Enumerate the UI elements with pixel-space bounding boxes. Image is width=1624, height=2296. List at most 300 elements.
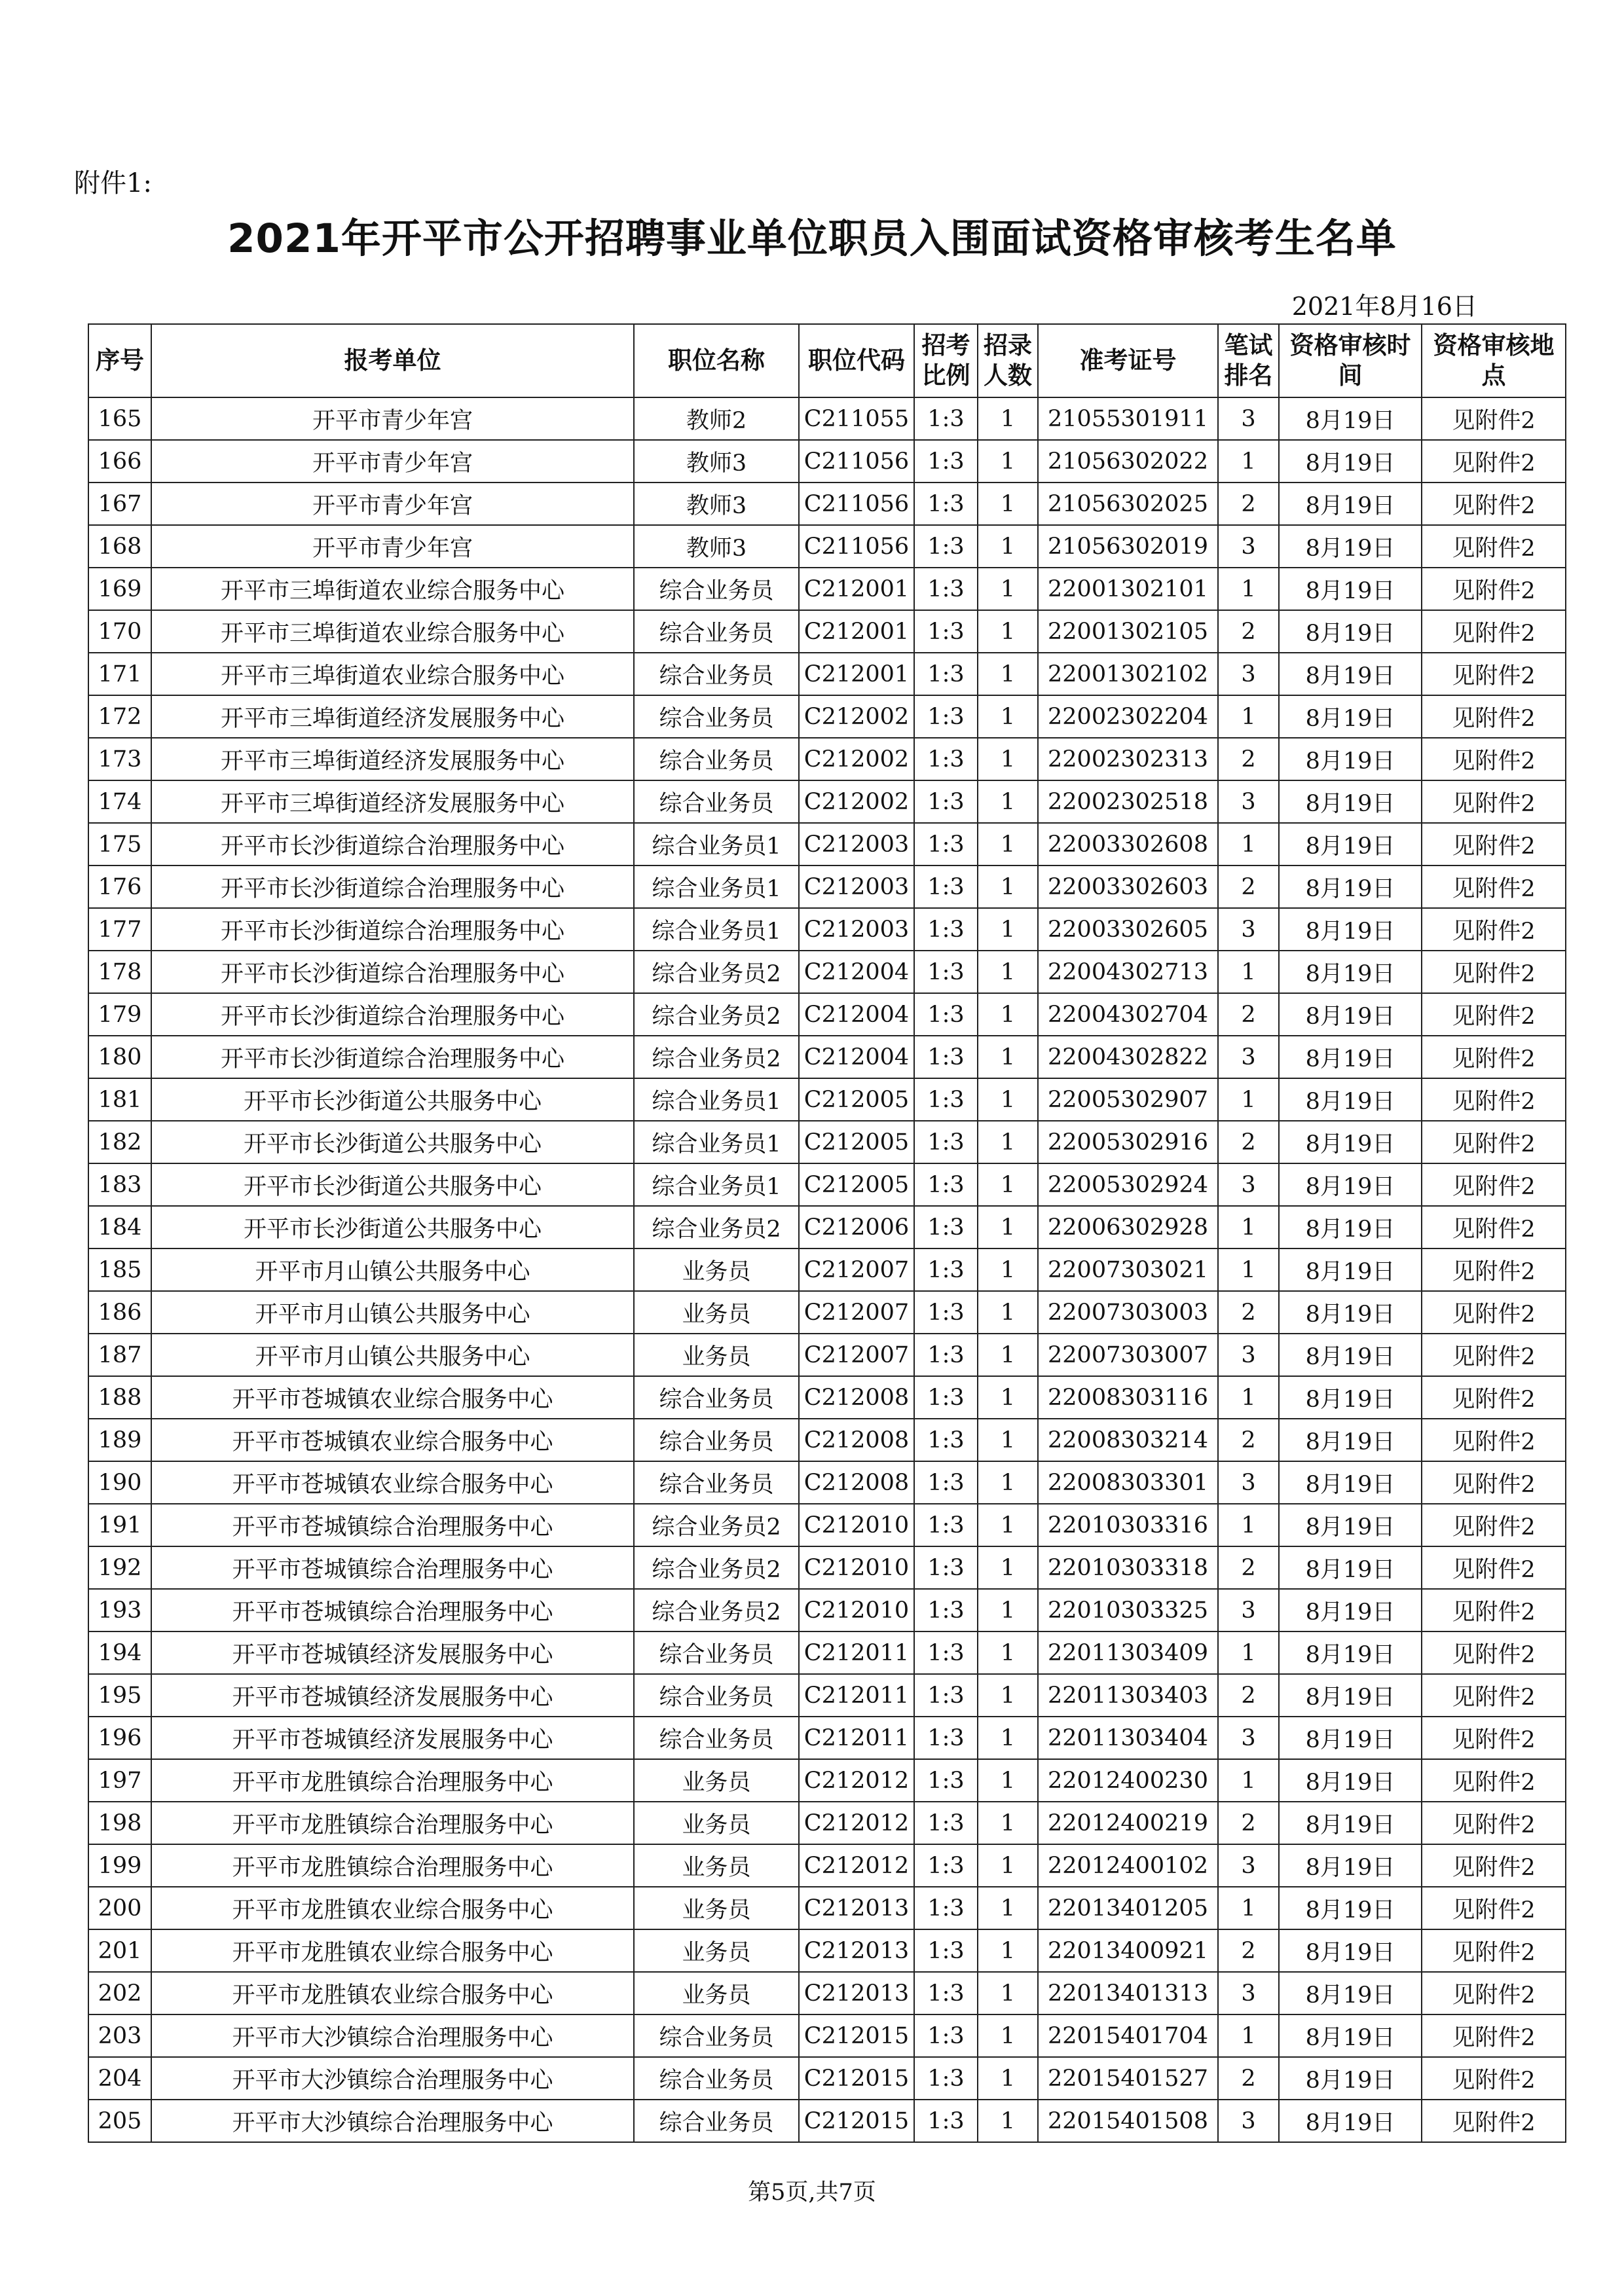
cell-rank: 2 bbox=[1218, 1929, 1279, 1972]
cell-rank: 2 bbox=[1218, 2057, 1279, 2100]
cell-exam-id: 22001302105 bbox=[1038, 610, 1218, 653]
cell-unit: 开平市龙胜镇农业综合服务中心 bbox=[151, 1929, 634, 1972]
cell-rank: 3 bbox=[1218, 525, 1279, 568]
header-review-time: 资格审核时间 bbox=[1279, 324, 1422, 397]
cell-exam-id: 22013401313 bbox=[1038, 1972, 1218, 2014]
cell-position: 业务员 bbox=[634, 1759, 799, 1802]
header-rank: 笔试排名 bbox=[1218, 324, 1279, 397]
cell-exam-id: 22012400102 bbox=[1038, 1844, 1218, 1887]
cell-position-code: C212007 bbox=[799, 1291, 914, 1334]
cell-index: 166 bbox=[88, 440, 151, 483]
cell-review-time: 8月19日 bbox=[1279, 1291, 1422, 1334]
header-position: 职位名称 bbox=[634, 324, 799, 397]
table-row bbox=[88, 951, 1566, 993]
cell-review-time: 8月19日 bbox=[1279, 1376, 1422, 1419]
cell-unit: 开平市长沙街道综合治理服务中心 bbox=[151, 993, 634, 1036]
cell-position-code: C212007 bbox=[799, 1248, 914, 1291]
cell-ratio: 1:3 bbox=[914, 2057, 978, 2100]
cell-index: 202 bbox=[88, 1972, 151, 2014]
cell-review-place: 见附件2 bbox=[1422, 2057, 1566, 2100]
cell-unit: 开平市青少年宫 bbox=[151, 440, 634, 483]
cell-index: 174 bbox=[88, 780, 151, 823]
cell-index: 190 bbox=[88, 1461, 151, 1504]
cell-review-time: 8月19日 bbox=[1279, 823, 1422, 866]
cell-unit: 开平市长沙街道公共服务中心 bbox=[151, 1206, 634, 1248]
cell-exam-id: 22003302608 bbox=[1038, 823, 1218, 866]
table-row bbox=[88, 1929, 1566, 1972]
cell-exam-id: 22006302928 bbox=[1038, 1206, 1218, 1248]
cell-position: 综合业务员 bbox=[634, 2057, 799, 2100]
cell-position: 综合业务员2 bbox=[634, 1546, 799, 1589]
cell-rank: 3 bbox=[1218, 1036, 1279, 1078]
cell-review-place: 见附件2 bbox=[1422, 1546, 1566, 1589]
table-row bbox=[88, 1674, 1566, 1717]
table-row bbox=[88, 483, 1566, 525]
cell-position: 综合业务员2 bbox=[634, 1504, 799, 1546]
cell-review-time: 8月19日 bbox=[1279, 1461, 1422, 1504]
cell-quota: 1 bbox=[978, 1206, 1038, 1248]
table-row bbox=[88, 1759, 1566, 1802]
cell-position: 教师3 bbox=[634, 440, 799, 483]
header-quota: 招录人数 bbox=[978, 324, 1038, 397]
cell-review-place: 见附件2 bbox=[1422, 1631, 1566, 1674]
cell-ratio: 1:3 bbox=[914, 1121, 978, 1163]
cell-ratio: 1:3 bbox=[914, 1504, 978, 1546]
cell-ratio: 1:3 bbox=[914, 1844, 978, 1887]
cell-quota: 1 bbox=[978, 1461, 1038, 1504]
cell-index: 165 bbox=[88, 397, 151, 440]
cell-rank: 1 bbox=[1218, 568, 1279, 610]
cell-rank: 3 bbox=[1218, 2100, 1279, 2142]
cell-review-time: 8月19日 bbox=[1279, 951, 1422, 993]
cell-position: 教师2 bbox=[634, 397, 799, 440]
cell-unit: 开平市长沙街道综合治理服务中心 bbox=[151, 866, 634, 908]
cell-rank: 1 bbox=[1218, 1759, 1279, 1802]
cell-index: 173 bbox=[88, 738, 151, 780]
cell-unit: 开平市青少年宫 bbox=[151, 525, 634, 568]
cell-quota: 1 bbox=[978, 1887, 1038, 1929]
table-row bbox=[88, 397, 1566, 440]
cell-rank: 1 bbox=[1218, 440, 1279, 483]
cell-exam-id: 22008303301 bbox=[1038, 1461, 1218, 1504]
cell-position-code: C212004 bbox=[799, 951, 914, 993]
table-row bbox=[88, 1334, 1566, 1376]
cell-quota: 1 bbox=[978, 1631, 1038, 1674]
cell-position-code: C212010 bbox=[799, 1546, 914, 1589]
cell-index: 191 bbox=[88, 1504, 151, 1546]
cell-exam-id: 22005302916 bbox=[1038, 1121, 1218, 1163]
cell-quota: 1 bbox=[978, 2057, 1038, 2100]
cell-position: 综合业务员 bbox=[634, 653, 799, 695]
cell-review-place: 见附件2 bbox=[1422, 1419, 1566, 1461]
cell-index: 187 bbox=[88, 1334, 151, 1376]
cell-position-code: C212013 bbox=[799, 1929, 914, 1972]
cell-position: 综合业务员 bbox=[634, 568, 799, 610]
cell-review-time: 8月19日 bbox=[1279, 1589, 1422, 1631]
cell-index: 185 bbox=[88, 1248, 151, 1291]
header-position-code: 职位代码 bbox=[799, 324, 914, 397]
cell-index: 199 bbox=[88, 1844, 151, 1887]
table-row bbox=[88, 695, 1566, 738]
cell-ratio: 1:3 bbox=[914, 1674, 978, 1717]
table-row bbox=[88, 1631, 1566, 1674]
cell-review-place: 见附件2 bbox=[1422, 525, 1566, 568]
cell-review-place: 见附件2 bbox=[1422, 2100, 1566, 2142]
table-row bbox=[88, 1206, 1566, 1248]
cell-quota: 1 bbox=[978, 1759, 1038, 1802]
cell-position: 综合业务员 bbox=[634, 738, 799, 780]
cell-review-place: 见附件2 bbox=[1422, 695, 1566, 738]
cell-ratio: 1:3 bbox=[914, 1631, 978, 1674]
cell-position-code: C212003 bbox=[799, 866, 914, 908]
cell-ratio: 1:3 bbox=[914, 397, 978, 440]
cell-review-place: 见附件2 bbox=[1422, 1717, 1566, 1759]
cell-rank: 2 bbox=[1218, 1546, 1279, 1589]
cell-review-place: 见附件2 bbox=[1422, 1206, 1566, 1248]
cell-ratio: 1:3 bbox=[914, 1887, 978, 1929]
cell-position: 综合业务员1 bbox=[634, 908, 799, 951]
cell-quota: 1 bbox=[978, 866, 1038, 908]
table-row bbox=[88, 1972, 1566, 2014]
cell-review-time: 8月19日 bbox=[1279, 440, 1422, 483]
cell-review-time: 8月19日 bbox=[1279, 483, 1422, 525]
cell-position-code: C212008 bbox=[799, 1461, 914, 1504]
cell-position-code: C212015 bbox=[799, 2014, 914, 2057]
cell-index: 197 bbox=[88, 1759, 151, 1802]
cell-rank: 1 bbox=[1218, 695, 1279, 738]
cell-unit: 开平市月山镇公共服务中心 bbox=[151, 1334, 634, 1376]
cell-quota: 1 bbox=[978, 1929, 1038, 1972]
cell-ratio: 1:3 bbox=[914, 1461, 978, 1504]
cell-rank: 3 bbox=[1218, 780, 1279, 823]
cell-rank: 3 bbox=[1218, 1972, 1279, 2014]
table-row bbox=[88, 993, 1566, 1036]
cell-review-time: 8月19日 bbox=[1279, 568, 1422, 610]
candidate-table bbox=[88, 323, 1566, 2143]
cell-rank: 1 bbox=[1218, 1631, 1279, 1674]
cell-position-code: C212011 bbox=[799, 1717, 914, 1759]
cell-position: 业务员 bbox=[634, 1291, 799, 1334]
table-row bbox=[88, 1887, 1566, 1929]
cell-unit: 开平市大沙镇综合治理服务中心 bbox=[151, 2014, 634, 2057]
cell-position: 综合业务员1 bbox=[634, 1163, 799, 1206]
cell-position: 综合业务员 bbox=[634, 1631, 799, 1674]
cell-review-time: 8月19日 bbox=[1279, 1844, 1422, 1887]
cell-exam-id: 22007303007 bbox=[1038, 1334, 1218, 1376]
cell-ratio: 1:3 bbox=[914, 695, 978, 738]
cell-quota: 1 bbox=[978, 908, 1038, 951]
cell-review-place: 见附件2 bbox=[1422, 1291, 1566, 1334]
table-row bbox=[88, 866, 1566, 908]
cell-review-time: 8月19日 bbox=[1279, 2100, 1422, 2142]
cell-review-time: 8月19日 bbox=[1279, 525, 1422, 568]
cell-exam-id: 22007303021 bbox=[1038, 1248, 1218, 1291]
cell-position: 业务员 bbox=[634, 1929, 799, 1972]
cell-rank: 1 bbox=[1218, 823, 1279, 866]
cell-quota: 1 bbox=[978, 823, 1038, 866]
cell-review-time: 8月19日 bbox=[1279, 908, 1422, 951]
cell-quota: 1 bbox=[978, 1589, 1038, 1631]
table-row bbox=[88, 1036, 1566, 1078]
cell-rank: 1 bbox=[1218, 1248, 1279, 1291]
cell-position-code: C212012 bbox=[799, 1759, 914, 1802]
cell-index: 169 bbox=[88, 568, 151, 610]
cell-review-time: 8月19日 bbox=[1279, 1717, 1422, 1759]
cell-index: 179 bbox=[88, 993, 151, 1036]
cell-position: 综合业务员 bbox=[634, 780, 799, 823]
cell-unit: 开平市苍城镇综合治理服务中心 bbox=[151, 1589, 634, 1631]
cell-position: 业务员 bbox=[634, 1972, 799, 2014]
cell-review-place: 见附件2 bbox=[1422, 440, 1566, 483]
cell-index: 198 bbox=[88, 1802, 151, 1844]
cell-quota: 1 bbox=[978, 1163, 1038, 1206]
cell-position-code: C212001 bbox=[799, 610, 914, 653]
header-review-place: 资格审核地点 bbox=[1422, 324, 1566, 397]
cell-exam-id: 22002302204 bbox=[1038, 695, 1218, 738]
cell-position-code: C212001 bbox=[799, 568, 914, 610]
cell-review-place: 见附件2 bbox=[1422, 568, 1566, 610]
cell-unit: 开平市月山镇公共服务中心 bbox=[151, 1248, 634, 1291]
cell-position: 综合业务员2 bbox=[634, 1589, 799, 1631]
cell-exam-id: 22002302518 bbox=[1038, 780, 1218, 823]
cell-ratio: 1:3 bbox=[914, 525, 978, 568]
cell-position-code: C212010 bbox=[799, 1504, 914, 1546]
cell-quota: 1 bbox=[978, 1844, 1038, 1887]
cell-ratio: 1:3 bbox=[914, 440, 978, 483]
cell-unit: 开平市月山镇公共服务中心 bbox=[151, 1291, 634, 1334]
cell-rank: 2 bbox=[1218, 610, 1279, 653]
cell-position-code: C212005 bbox=[799, 1121, 914, 1163]
cell-exam-id: 22001302101 bbox=[1038, 568, 1218, 610]
cell-exam-id: 21055301911 bbox=[1038, 397, 1218, 440]
cell-quota: 1 bbox=[978, 993, 1038, 1036]
table-row bbox=[88, 525, 1566, 568]
cell-exam-id: 22005302907 bbox=[1038, 1078, 1218, 1121]
cell-position-code: C212003 bbox=[799, 823, 914, 866]
cell-unit: 开平市苍城镇经济发展服务中心 bbox=[151, 1717, 634, 1759]
cell-exam-id: 21056302019 bbox=[1038, 525, 1218, 568]
cell-review-time: 8月19日 bbox=[1279, 1972, 1422, 2014]
table-row bbox=[88, 1504, 1566, 1546]
cell-rank: 2 bbox=[1218, 1674, 1279, 1717]
publish-date: 2021年8月16日 bbox=[1291, 292, 1477, 321]
cell-ratio: 1:3 bbox=[914, 1546, 978, 1589]
cell-review-place: 见附件2 bbox=[1422, 1972, 1566, 2014]
cell-review-time: 8月19日 bbox=[1279, 1078, 1422, 1121]
table-row bbox=[88, 440, 1566, 483]
cell-exam-id: 22015401527 bbox=[1038, 2057, 1218, 2100]
cell-position-code: C212008 bbox=[799, 1376, 914, 1419]
cell-position: 综合业务员 bbox=[634, 610, 799, 653]
cell-unit: 开平市苍城镇综合治理服务中心 bbox=[151, 1504, 634, 1546]
cell-position: 综合业务员2 bbox=[634, 1206, 799, 1248]
cell-review-place: 见附件2 bbox=[1422, 653, 1566, 695]
cell-index: 192 bbox=[88, 1546, 151, 1589]
table-row bbox=[88, 1717, 1566, 1759]
cell-exam-id: 22003302603 bbox=[1038, 866, 1218, 908]
cell-rank: 3 bbox=[1218, 1589, 1279, 1631]
cell-position-code: C212015 bbox=[799, 2057, 914, 2100]
cell-quota: 1 bbox=[978, 951, 1038, 993]
cell-rank: 1 bbox=[1218, 1504, 1279, 1546]
cell-unit: 开平市三埠街道经济发展服务中心 bbox=[151, 738, 634, 780]
cell-position-code: C212001 bbox=[799, 653, 914, 695]
cell-quota: 1 bbox=[978, 440, 1038, 483]
cell-ratio: 1:3 bbox=[914, 1589, 978, 1631]
cell-review-time: 8月19日 bbox=[1279, 610, 1422, 653]
cell-ratio: 1:3 bbox=[914, 1717, 978, 1759]
cell-ratio: 1:3 bbox=[914, 1291, 978, 1334]
cell-quota: 1 bbox=[978, 525, 1038, 568]
cell-unit: 开平市苍城镇综合治理服务中心 bbox=[151, 1546, 634, 1589]
cell-exam-id: 22013401205 bbox=[1038, 1887, 1218, 1929]
cell-quota: 1 bbox=[978, 1546, 1038, 1589]
cell-review-place: 见附件2 bbox=[1422, 866, 1566, 908]
cell-review-place: 见附件2 bbox=[1422, 738, 1566, 780]
cell-unit: 开平市长沙街道综合治理服务中心 bbox=[151, 908, 634, 951]
cell-exam-id: 22001302102 bbox=[1038, 653, 1218, 695]
cell-quota: 1 bbox=[978, 695, 1038, 738]
cell-ratio: 1:3 bbox=[914, 951, 978, 993]
cell-index: 200 bbox=[88, 1887, 151, 1929]
table-row bbox=[88, 1589, 1566, 1631]
cell-index: 177 bbox=[88, 908, 151, 951]
cell-index: 178 bbox=[88, 951, 151, 993]
cell-rank: 2 bbox=[1218, 483, 1279, 525]
cell-quota: 1 bbox=[978, 1419, 1038, 1461]
cell-ratio: 1:3 bbox=[914, 483, 978, 525]
cell-quota: 1 bbox=[978, 1291, 1038, 1334]
cell-position-code: C212004 bbox=[799, 1036, 914, 1078]
cell-position: 综合业务员 bbox=[634, 1419, 799, 1461]
header-index: 序号 bbox=[88, 324, 151, 397]
cell-exam-id: 22010303316 bbox=[1038, 1504, 1218, 1546]
cell-unit: 开平市三埠街道农业综合服务中心 bbox=[151, 568, 634, 610]
cell-index: 171 bbox=[88, 653, 151, 695]
cell-review-place: 见附件2 bbox=[1422, 1674, 1566, 1717]
cell-unit: 开平市三埠街道经济发展服务中心 bbox=[151, 780, 634, 823]
cell-rank: 3 bbox=[1218, 1461, 1279, 1504]
cell-quota: 1 bbox=[978, 1036, 1038, 1078]
cell-exam-id: 22012400230 bbox=[1038, 1759, 1218, 1802]
cell-index: 184 bbox=[88, 1206, 151, 1248]
cell-exam-id: 22004302704 bbox=[1038, 993, 1218, 1036]
cell-quota: 1 bbox=[978, 653, 1038, 695]
cell-unit: 开平市龙胜镇综合治理服务中心 bbox=[151, 1759, 634, 1802]
table-row bbox=[88, 1802, 1566, 1844]
table-row bbox=[88, 2100, 1566, 2142]
cell-ratio: 1:3 bbox=[914, 1929, 978, 1972]
cell-position: 综合业务员2 bbox=[634, 1036, 799, 1078]
cell-position-code: C211056 bbox=[799, 483, 914, 525]
cell-review-place: 见附件2 bbox=[1422, 1589, 1566, 1631]
cell-exam-id: 22011303404 bbox=[1038, 1717, 1218, 1759]
cell-rank: 2 bbox=[1218, 1121, 1279, 1163]
cell-index: 205 bbox=[88, 2100, 151, 2142]
cell-review-time: 8月19日 bbox=[1279, 1929, 1422, 1972]
cell-rank: 1 bbox=[1218, 951, 1279, 993]
cell-index: 183 bbox=[88, 1163, 151, 1206]
cell-unit: 开平市大沙镇综合治理服务中心 bbox=[151, 2057, 634, 2100]
cell-quota: 1 bbox=[978, 1717, 1038, 1759]
cell-review-time: 8月19日 bbox=[1279, 866, 1422, 908]
cell-unit: 开平市三埠街道经济发展服务中心 bbox=[151, 695, 634, 738]
cell-position: 业务员 bbox=[634, 1248, 799, 1291]
cell-review-place: 见附件2 bbox=[1422, 610, 1566, 653]
cell-ratio: 1:3 bbox=[914, 653, 978, 695]
cell-review-time: 8月19日 bbox=[1279, 1504, 1422, 1546]
table-row bbox=[88, 1376, 1566, 1419]
cell-review-time: 8月19日 bbox=[1279, 1674, 1422, 1717]
cell-position-code: C212002 bbox=[799, 695, 914, 738]
cell-position: 综合业务员 bbox=[634, 2014, 799, 2057]
cell-review-place: 见附件2 bbox=[1422, 1461, 1566, 1504]
cell-ratio: 1:3 bbox=[914, 568, 978, 610]
table-row bbox=[88, 1291, 1566, 1334]
cell-index: 188 bbox=[88, 1376, 151, 1419]
cell-quota: 1 bbox=[978, 1972, 1038, 2014]
cell-unit: 开平市苍城镇经济发展服务中心 bbox=[151, 1631, 634, 1674]
table-row bbox=[88, 2057, 1566, 2100]
header-unit: 报考单位 bbox=[151, 324, 634, 397]
cell-quota: 1 bbox=[978, 610, 1038, 653]
table-row bbox=[88, 1248, 1566, 1291]
cell-ratio: 1:3 bbox=[914, 2100, 978, 2142]
cell-unit: 开平市龙胜镇综合治理服务中心 bbox=[151, 1802, 634, 1844]
cell-position-code: C212015 bbox=[799, 2100, 914, 2142]
cell-index: 201 bbox=[88, 1929, 151, 1972]
cell-position: 业务员 bbox=[634, 1844, 799, 1887]
cell-exam-id: 22004302822 bbox=[1038, 1036, 1218, 1078]
cell-ratio: 1:3 bbox=[914, 908, 978, 951]
cell-exam-id: 22008303116 bbox=[1038, 1376, 1218, 1419]
cell-index: 182 bbox=[88, 1121, 151, 1163]
cell-review-place: 见附件2 bbox=[1422, 1844, 1566, 1887]
table-row bbox=[88, 1163, 1566, 1206]
cell-unit: 开平市青少年宫 bbox=[151, 483, 634, 525]
cell-exam-id: 22004302713 bbox=[1038, 951, 1218, 993]
cell-ratio: 1:3 bbox=[914, 1759, 978, 1802]
cell-exam-id: 22002302313 bbox=[1038, 738, 1218, 780]
cell-review-time: 8月19日 bbox=[1279, 1036, 1422, 1078]
cell-index: 170 bbox=[88, 610, 151, 653]
cell-position: 业务员 bbox=[634, 1334, 799, 1376]
cell-review-time: 8月19日 bbox=[1279, 1121, 1422, 1163]
cell-unit: 开平市三埠街道农业综合服务中心 bbox=[151, 610, 634, 653]
cell-position-code: C212008 bbox=[799, 1419, 914, 1461]
cell-position: 综合业务员 bbox=[634, 1461, 799, 1504]
cell-rank: 3 bbox=[1218, 1163, 1279, 1206]
cell-ratio: 1:3 bbox=[914, 780, 978, 823]
cell-index: 189 bbox=[88, 1419, 151, 1461]
cell-review-time: 8月19日 bbox=[1279, 1802, 1422, 1844]
cell-exam-id: 22008303214 bbox=[1038, 1419, 1218, 1461]
cell-index: 172 bbox=[88, 695, 151, 738]
cell-position-code: C211056 bbox=[799, 440, 914, 483]
cell-position-code: C212002 bbox=[799, 780, 914, 823]
cell-ratio: 1:3 bbox=[914, 1334, 978, 1376]
cell-position: 综合业务员1 bbox=[634, 866, 799, 908]
table-row bbox=[88, 1078, 1566, 1121]
cell-unit: 开平市苍城镇经济发展服务中心 bbox=[151, 1674, 634, 1717]
cell-review-place: 见附件2 bbox=[1422, 1334, 1566, 1376]
cell-unit: 开平市大沙镇综合治理服务中心 bbox=[151, 2100, 634, 2142]
cell-rank: 2 bbox=[1218, 866, 1279, 908]
table-row bbox=[88, 908, 1566, 951]
cell-review-time: 8月19日 bbox=[1279, 397, 1422, 440]
cell-unit: 开平市长沙街道综合治理服务中心 bbox=[151, 1036, 634, 1078]
cell-quota: 1 bbox=[978, 1334, 1038, 1376]
